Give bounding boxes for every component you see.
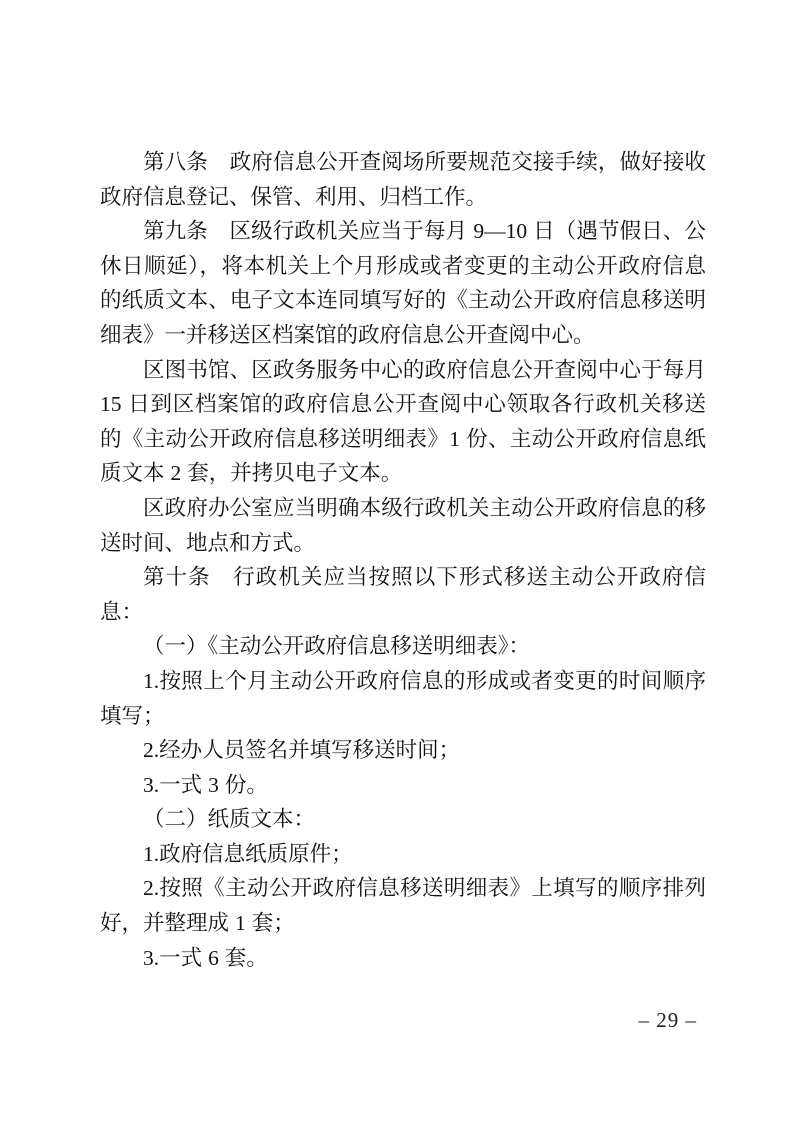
numeral: 6 xyxy=(208,945,219,970)
numeral: 15 xyxy=(100,392,122,417)
numeral: 2 xyxy=(170,461,182,486)
paragraph: 3.一式 6 套。 xyxy=(143,945,268,970)
paragraph: 区政府办公室应当明确本级行政机关主动公开政府信息的移送时间、地点和方式。 xyxy=(100,495,706,555)
paragraph: 第九条 区级行政机关应当于每月 9—10 日（遇节假日、公休日顺延），将本机关上个月形成或者变更的主动公开政府信息的纸质文本、电子文本连同填写好的《主动公开政府信息移送明细表》一并移送区档案馆的政府信息公开查阅中心。 xyxy=(100,219,706,347)
document-body xyxy=(100,145,706,975)
numeral: 1. xyxy=(143,841,160,866)
numeral: 3. xyxy=(143,772,160,797)
paragraph: 2.按照《主动公开政府信息移送明细表》上填写的顺序排列好，并整理成 1 套； xyxy=(100,876,706,936)
page-number: – 29 – xyxy=(638,1008,697,1032)
paragraph: 2.经办人员签名并填写移送时间； xyxy=(143,738,461,763)
paragraph: 3.一式 3 份。 xyxy=(143,772,268,797)
numeral: 2. xyxy=(143,738,160,763)
numeral: 9—10 xyxy=(473,219,528,244)
numeral: 2. xyxy=(143,876,160,901)
numeral: 3 xyxy=(208,772,219,797)
paragraph: 第八条 政府信息公开查阅场所要规范交接手续，做好接收政府信息登记、保管、利用、归档工作。 xyxy=(100,150,706,209)
numeral: 1 xyxy=(449,426,460,451)
paragraph: 1.政府信息纸质原件； xyxy=(143,841,353,866)
paragraph: 第十条 行政机关应当按照以下形式移送主动公开政府信息： xyxy=(100,565,706,624)
paragraph: 1.按照上个月主动公开政府信息的形成或者变更的时间顺序填写； xyxy=(100,668,706,728)
paragraph: （二）纸质文本： xyxy=(143,807,316,832)
numeral: 1 xyxy=(234,911,246,936)
paragraph: （一）《主动公开政府信息移送明细表》： xyxy=(143,634,531,659)
numeral: 1. xyxy=(143,668,160,693)
paragraph: 区图书馆、区政务服务中心的政府信息公开查阅中心于每月 15 日到区档案馆的政府信息公开查阅中心领取各行政机关移送的《主动公开政府信息移送明细表》1 份、主动公开政府信息纸质文本 2 套，并拷贝电子文本。 xyxy=(100,357,706,486)
numeral: 3. xyxy=(143,945,160,970)
